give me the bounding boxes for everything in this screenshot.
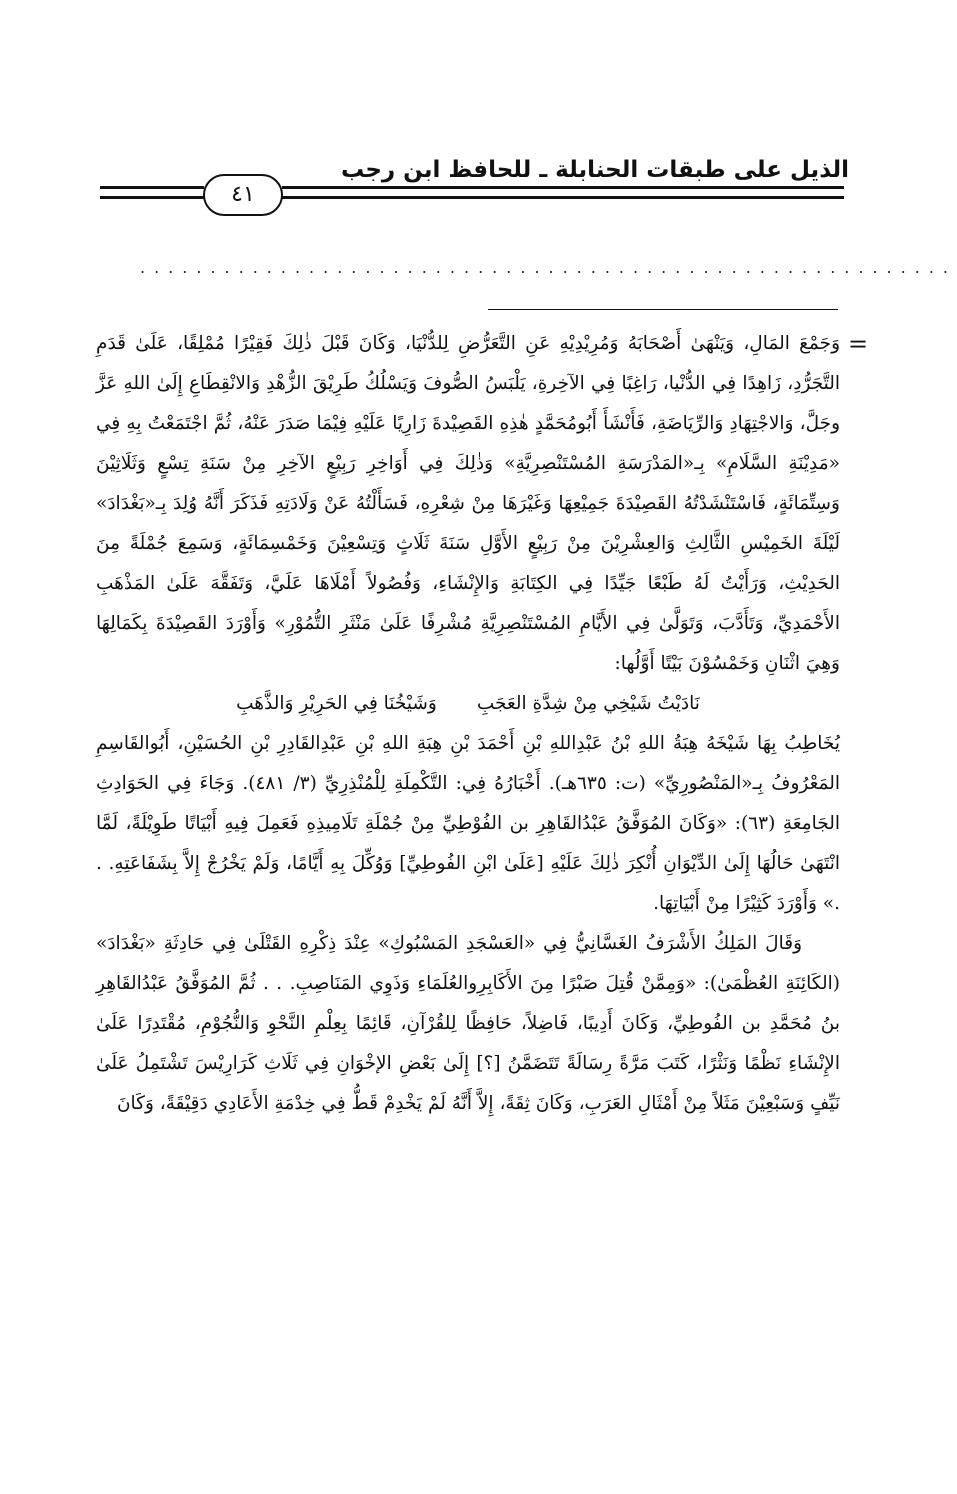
page-number-badge: ٤١ xyxy=(203,174,283,216)
verse-first-hemistich: نَادَيْتُ شَيْخِي مِنْ شِدَّةِ العَجَبِ xyxy=(476,693,700,714)
header-rule-left-upper xyxy=(100,186,204,189)
header-rule-left-lower xyxy=(100,196,204,199)
poem-verse xyxy=(96,684,840,724)
footnote-text xyxy=(96,324,840,1274)
paragraph-2: يُخَاطِبُ بِهَا شَيْخَهُ هِبَةُ اللهِ بْنُ عَبْدِاللهِ بْنِ أَحْمَدَ بْنِ هِبَةِ اللهِ بْنِ عَبْدِالقَادِرِ بْنِ الحُسَيْنِ، أَبُوالقَاسِمِ المَعْرُوفُ بِـ«المَنْصُورِيِّ» (ت: ٦٣٥هـ). أَخْبَارُهُ فِي: التَّكْمِلَةِ لِلْمُنْذِرِيِّ (٣/ ٤٨١). وَجَاءَ فِي الحَوَادِثِ الجَامِعَةِ (٦٣): «وَكَانَ المُوَفَّقُ عَبْدُالقَاهِرِ بن الفُوْطِيِّ مِنْ جُمْلَةِ تَلَامِيذِهِ فَعَمِلَ فِيهِ أَبْيَاتًا طَوِيْلَةً، لَمَّا انْتَهَىٰ حَالُهَا إِلَىٰ الدِّيْوَانِ أُنْكِرَ ذٰلِكَ عَلَيْهِ [عَلَىٰ ابْنِ الفُوطِيِّ] وَوُكِّلَ بِهِ أَيَّامًا، وَلَمْ يَخْرُجْ إِلاَّ بِشَفَاعَتِهِ. . .» وَأَوْرَدَ كَثِيْرًا مِنْ أَبْيَاتِهَا. xyxy=(96,733,840,914)
footnote-rule xyxy=(488,309,838,310)
paragraph-1: وَجَمْعَ المَالِ، وَيَنْهَىٰ أَصْحَابَهُ وَمُرِيْدِيْهِ عَنِ التَّعَرُّضِ لِلدُّنْيَا، وَكَانَ قَبْلَ ذٰلِكَ فَقِيْرًا مُمْلِقًا، عَلَىٰ قَدَمِ التَّجَرُّدِ، زَاهِدًا فِي الدُّنْيا، رَاغِبًا فِي الآخِرةِ، يَلْبَسُ الصُّوفَ وَيَسْلُكُ طَرِيْقَ الزُّهْدِ وَالانْقِطَاعِ إِلَىٰ اللهِ عَزَّ وجَلَّ، وَالاجْتِهَادِ وَالرِّيَاضَةِ، فَأَنْشَأَ أَبُومُحَمَّدٍ هٰذِهِ القَصِيْدةَ زَارِيًا عَلَيْهِ فِيْمَا صَدَرَ عَنْهُ، ثُمَّ اجْتَمَعْتُ بِهِ فِي «مَدِيْنَةِ السَّلَامِ» بِـ«المَدْرَسَةِ المُسْتَنْصِرِيَّةِ» وَذٰلِكَ فِي أَوَاخِرِ رَبِيْعٍ الآخِرِ مِنْ سَنَةِ تِسْعٍ وَثَلَاثِيْنَ وَسِتِّمَائَةٍ، فَاسْتَنْشَدْتُهُ القَصِيْدَةَ جَمِيْعِهَا وَغَيْرَهَا مِنْ شِعْرِهِ، فَسَأَلْتُهُ عَنْ وَلَادَتِهِ فَذَكَرَ أَنَّهُ وُلِدَ بِـ«بَغْدَادَ» لَيْلَةَ الخَمِيْسِ الثَّالِثِ وَالعِشْرِيْنَ مِنْ رَبِيْعٍ الأَوَّلِ سَنَةَ ثَلَاثٍ وَتِسْعِيْنَ وَخَمْسِمَائَةٍ، وَسَمِعَ جُمْلَةً مِنَ الحَدِيْثِ، وَرَأَيْتُ لَهُ طَبْعًا جَيِّدًا فِي الكِتَابَةِ وَالإِنْشَاءِ، وَفُصُولاً أَمْلَاهَا عَلَيَّ، وَتَفَقَّهَ عَلَىٰ المَذْهَبِ الأَحْمَدِيِّ، وَتَأَدَّبَ، وَتَوَلَّىٰ فِي الأَيَّامِ المُسْتَنْصِرِيَّةِ مُشْرِفًا عَلَىٰ مَنْثَرِ التُّمُوْرِ» وَأَوْرَدَ القَصِيْدَةَ بِكَمَالِهَا وَهِيَ اثْنَانِ وَخَمْسُوْنَ بَيْتًا أَوَّلُها: xyxy=(96,333,840,674)
verse-second-hemistich: وَشَيْخُنَا فِي الحَرِيْرِ وَالذَّهَبِ xyxy=(236,693,437,714)
footnote-continuation-mark: = xyxy=(848,330,869,358)
header-rule-right-upper xyxy=(282,186,844,189)
paragraph-3: وَقَالَ المَلِكُ الأَشْرَفُ الغَسَّانِيُّ فِي «العَسْجَدِ المَسْبُوكِ» عِنْدَ ذِكْرِهِ القَتْلَىٰ فِي حَادِثَةِ «بَغْدَادَ» (الكَائِنَةِ العُظْمَىٰ): «وَمِمَّنْ قُتِلَ صَبْرًا مِنَ الأَكَابِرِوالعُلَمَاءِ وَذَوِي المَنَاصِبِ. . . ثُمَّ المُوَفَّقُ عَبْدُالقَاهِرِ بنُ مُحَمَّدِ بن الفُوطِيِّ، وَكَانَ أَدِيبًا، فَاضِلاً، حَافِظًا لِلقُرْآنِ، قَائِمًا بِعِلْمِ النَّحْوِ وَالنُّجُوْمِ، مُقْتَدِرًا عَلَىٰ الإِنْشَاءِ نَظْمًا وَنَثْرًا، كَتَبَ مَرَّةً رِسَالَةً تَتَضَمَّنُ [؟] إِلَىٰ بَعْضِ الإخْوَانِ فِي ثَلَاثِ كَرَارِيْسَ تَشْتَمِلُ عَلَىٰ نَيِّفٍ وَسَبْعِيْنَ مَثَلاً مِنْ أَمْثَالِ العَرَبِ، وَكَانَ ثِقَةً، إِلاَّ أَنَّهُ لَمْ يَخْدِمْ قَطُّ فِي خِدْمَةِ الأَعَادِي دَقِيْقَةً، وَكَانَ xyxy=(96,933,840,1114)
header-rule-right-lower xyxy=(282,196,844,199)
running-header-title: الذيل على طبقات الحنابلة ـ للحافظ ابن رجب xyxy=(340,157,849,183)
dotted-separator: .......................................................... xyxy=(140,258,957,277)
